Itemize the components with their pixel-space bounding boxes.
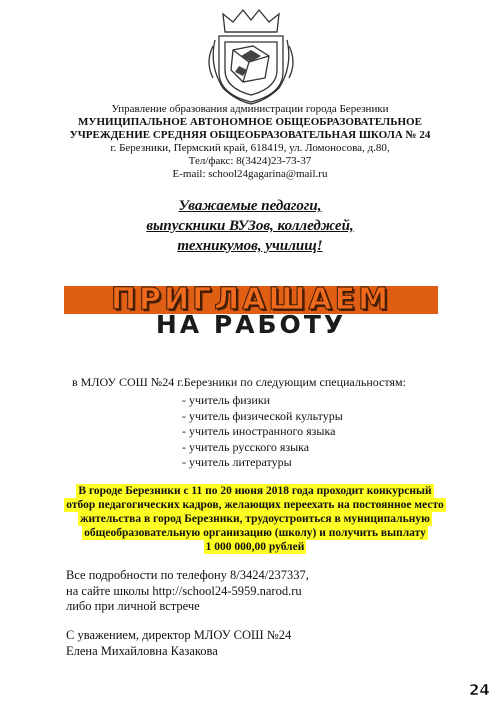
announcement-line: 1 000 000,00 рублей bbox=[205, 541, 305, 553]
contact-details bbox=[66, 568, 309, 615]
vacancy-item: - учитель литературы bbox=[182, 455, 292, 469]
signature-name: Елена Михайловна Казакова bbox=[66, 643, 218, 658]
highlighted-announcement bbox=[50, 484, 460, 554]
school-address: г. Березники, Пермский край, 618419, ул. Ломоносова, д.80, bbox=[110, 142, 390, 154]
greeting-line-2: выпускники ВУЗов, колледжей, bbox=[146, 218, 354, 234]
school-name-line-2: УЧРЕЖДЕНИЕ СРЕДНЯЯ ОБЩЕОБРАЗОВАТЕЛЬНАЯ ШКОЛА № 24 bbox=[69, 129, 431, 141]
announcement-line: общеобразовательную организацию (школу) и получить выплату bbox=[84, 527, 426, 539]
banner-title: ПРИГЛАШАЕМ bbox=[110, 282, 392, 317]
contact-in-person: либо при личной встрече bbox=[66, 599, 200, 613]
vacancy-item: - учитель иностранного языка bbox=[182, 424, 336, 438]
banner-subtitle: НА РАБОТУ bbox=[155, 310, 347, 339]
city-coat-of-arms-icon bbox=[203, 6, 299, 106]
vacancy-list bbox=[182, 393, 343, 471]
announcement-line: В городе Березники с 11 по 20 июня 2018 года проходит конкурсный bbox=[78, 485, 432, 497]
contact-phone: Все подробности по телефону 8/3424/237337, bbox=[66, 568, 309, 582]
signature-block bbox=[66, 628, 291, 659]
greeting-line-1: Уважаемые педагоги, bbox=[178, 198, 322, 214]
announcement-line: отбор педагогических кадров, желающих переехать на постоянное место bbox=[66, 499, 444, 511]
invitation-banner bbox=[64, 284, 438, 339]
signature-closing: С уважением, директор МЛОУ СОШ №24 bbox=[66, 628, 292, 642]
announcement-line: жительства в город Березники, трудоустроиться в муниципальную bbox=[80, 513, 430, 525]
vacancy-item: - учитель физической культуры bbox=[182, 408, 343, 423]
greeting bbox=[80, 196, 420, 256]
vacancies-intro: в МЛОУ СОШ №24 г.Березники по следующим специальностям: bbox=[72, 375, 406, 389]
department-name: Управление образования администрации города Березники bbox=[111, 103, 389, 115]
school-email: E-mail: school24gagarina@mail.ru bbox=[172, 168, 328, 180]
school-name-line-1: МУНИЦИПАЛЬНОЕ АВТОНОМНОЕ ОБЩЕОБРАЗОВАТЕЛЬНОЕ bbox=[78, 116, 422, 128]
page-number: 24 bbox=[469, 681, 490, 699]
letterhead bbox=[40, 103, 460, 181]
vacancy-item: - учитель русского языка bbox=[182, 439, 310, 454]
contact-website[interactable]: на сайте школы http://school24-5959.narod.ru bbox=[66, 583, 302, 598]
vacancy-item: - учитель физики bbox=[182, 393, 271, 407]
greeting-line-3: техникумов, училищ! bbox=[177, 238, 323, 254]
school-phone: Тел/факс: 8(3424)23-73-37 bbox=[188, 155, 312, 167]
